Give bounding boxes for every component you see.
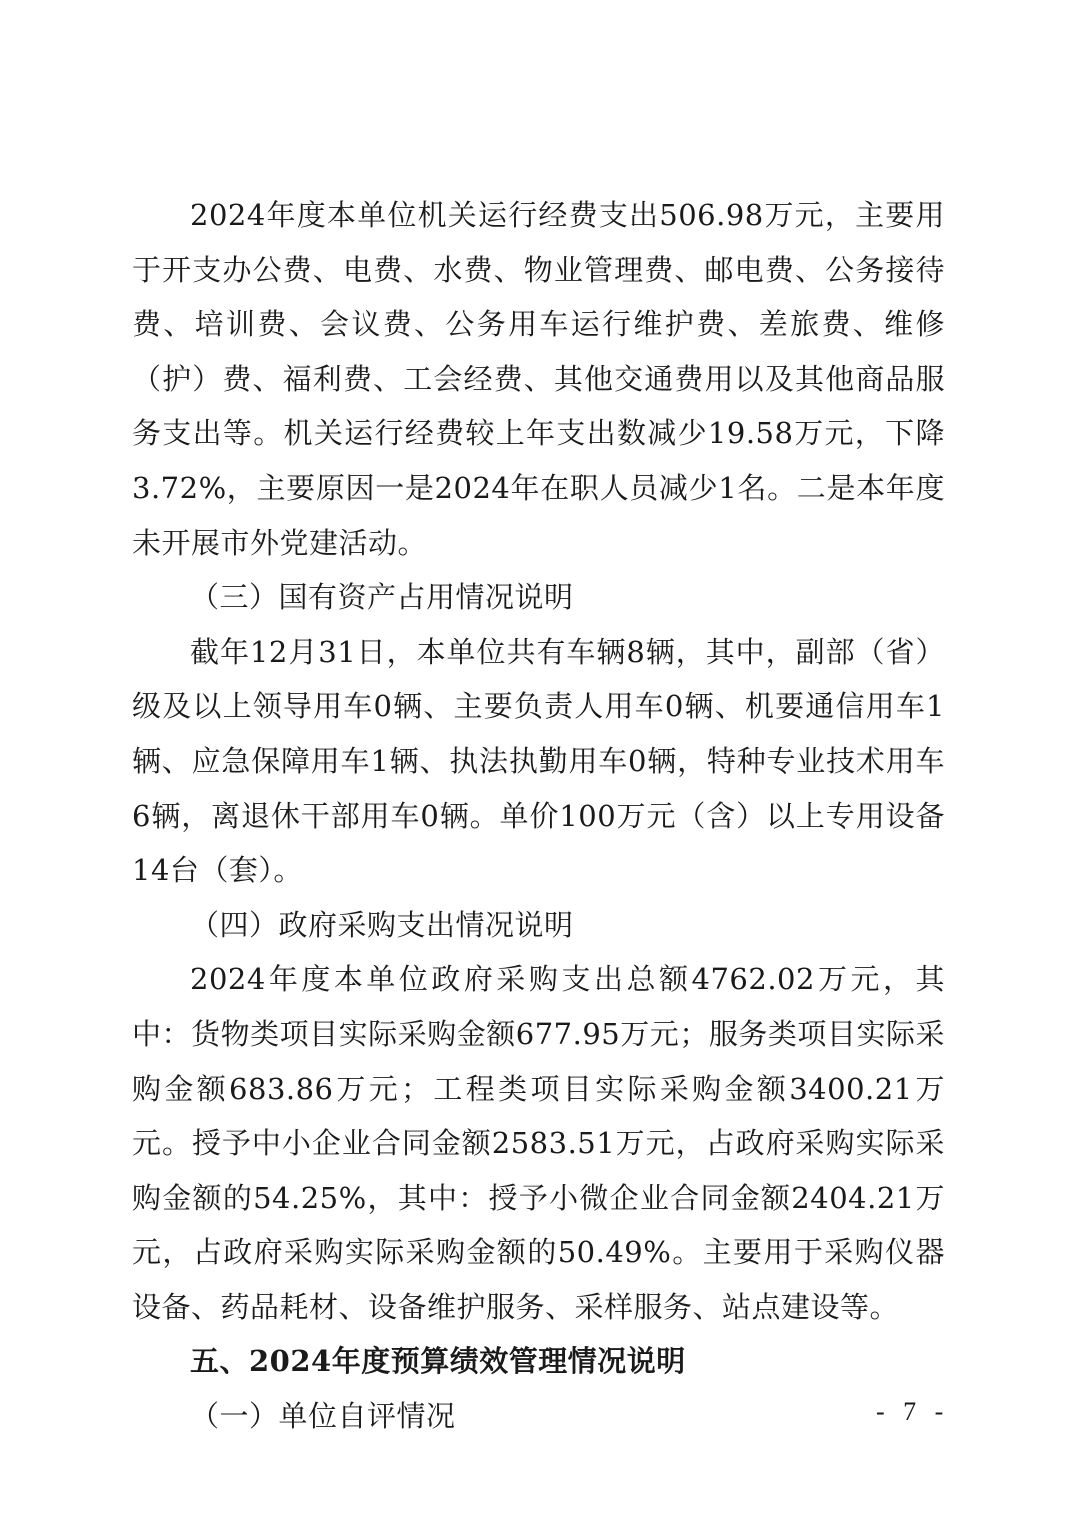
paragraph-operating-costs: 2024年度本单位机关运行经费支出506.98万元，主要用于开支办公费、电费、水费、物业管理费、邮电费、公务接待费、培训费、会议费、公务用车运行维护费、差旅费、维修（护）费、福利费、工会经费、其他交通费用以及其他商品服务支出等。机关运行经费较上年支出数减少19.58万元，下降3.72%，主要原因一是2024年在职人员减少1名。二是本年度未开展市外党建活动。: [132, 198, 945, 560]
document-body: [132, 188, 945, 1444]
page-number: - 7 -: [876, 1397, 950, 1426]
paragraph-state-assets: 截年12月31日，本单位共有车辆8辆，其中，副部（省）级及以上领导用车0辆、主要负责人用车0辆、机要通信用车1辆、应急保障用车1辆、执法执勤用车0辆，特种专业技术用车6辆，离退休干部用车0辆。单价100万元（含）以上专用设备14台（套）。: [132, 634, 945, 888]
paragraph-procurement: 2024年度本单位政府采购支出总额4762.02万元，其中：货物类项目实际采购金额677.95万元；服务类项目实际采购金额683.86万元；工程类项目实际采购金额3400.21万元。授予中小企业合同金额2583.51万元，占政府采购实际采购金额的54.25%，其中：授予小微企业合同金额2404.21万元，占政府采购实际采购金额的50.49%。主要用于采购仪器设备、药品耗材、设备维护服务、采样服务、站点建设等。: [132, 962, 945, 1324]
section-performance-heading: 五、2024年度预算绩效管理情况说明: [190, 1344, 686, 1379]
heading-procurement: （四）政府采购支出情况说明: [190, 907, 574, 942]
heading-state-assets: （三）国有资产占用情况说明: [190, 580, 574, 615]
heading-self-evaluation: （一）单位自评情况: [190, 1399, 456, 1434]
